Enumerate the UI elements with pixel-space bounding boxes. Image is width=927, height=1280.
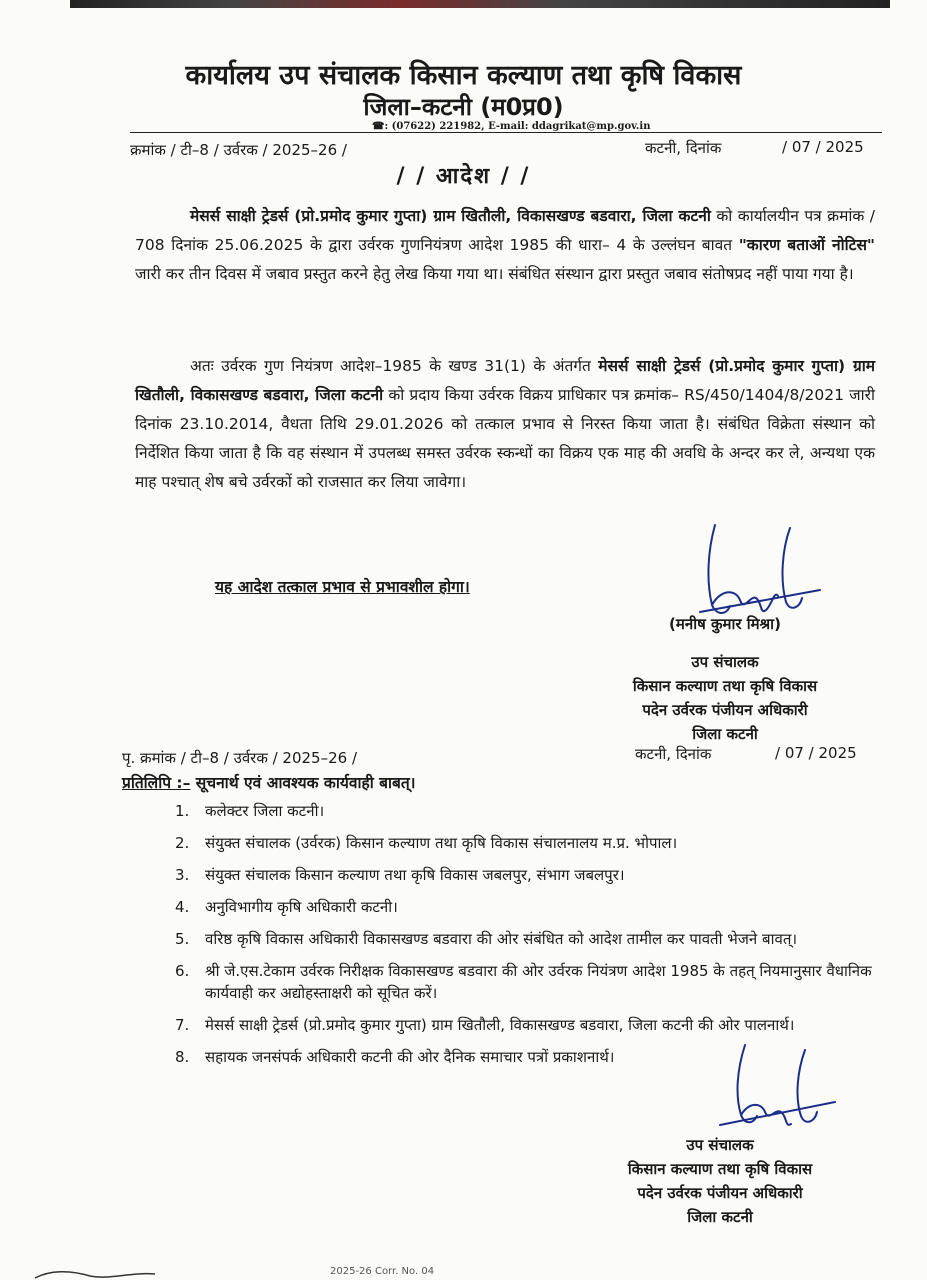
copy-heading-label: प्रतिलिपि :– [122, 774, 191, 792]
para2-text-b: को प्रदाय किया उर्वरक विक्रय प्राधिकार पत्र क्रमांक– RS/450/1404/8/2021 जारी दिनांक 23.10.2014, वैधता तिथि 29.01.2026 को तत्काल प्रभाव से निरस्त किया जाता है। संबंधित विक्रेता संस्थान को निर्देशित किया जाता है कि वह संस्थान में उपलब्ध समस्त उर्वरक स्कन्धों का विक्रय एक माह की अवधि के अन्दर कर ले, अन्यथा एक माह पश्चात् शेष बचे उर्वरकों को राजसात कर लिया जावेगा। [135, 386, 875, 491]
item-number: 8. [175, 1048, 190, 1066]
item-text: वरिष्ठ कृषि विकास अधिकारी विकासखण्ड बडवारा की ओर संबंधित को आदेश तामील कर पावती भेजने बावत्। [205, 930, 798, 948]
para2-text-a: अतः उर्वरक गुण नियंत्रण आदेश–1985 के खण्ड 31(1) के अंतर्गत [190, 357, 599, 375]
bottom-scribble [30, 1268, 160, 1280]
item-text: कलेक्टर जिला कटनी। [205, 802, 325, 820]
district-heading: जिला–कटनी (म0प्र0) [363, 93, 564, 121]
item-text: श्री जे.एस.टेकाम उर्वरक निरीक्षक विकासखण्ड बडवारा की ओर उर्वरक नियंत्रण आदेश 1985 के तहत् नियमानुसार वैधानिक कार्यवाही कर अद्योहस्ताक्षरी को सूचित करें। [205, 962, 872, 1002]
item-text: अनुविभागीय कृषि अधिकारी कटनी। [205, 898, 398, 916]
signatory-department: किसान कल्याण तथा कृषि विकास [632, 677, 818, 695]
item-number: 3. [175, 866, 190, 884]
item-number: 1. [175, 802, 190, 820]
signatory2-block [575, 1133, 865, 1229]
order-paragraph-1 [135, 202, 875, 289]
firm-name-bold-2: मेसर्स साक्षी ट्रेडर्स (प्रो.प्रमोद कुमार गुप्ता) ग्राम खितौली, विकासखण्ड बडवारा, जिला कटनी [135, 357, 875, 404]
ref-date-value: / 07 / 2025 [782, 138, 864, 156]
item-number: 7. [175, 1016, 190, 1034]
copy-ref-place-date: कटनी, दिनांक [635, 745, 712, 763]
item-number: 4. [175, 898, 190, 916]
copy-ref-number: पृ. क्रमांक / टी–8 / उर्वरक / 2025–26 / [122, 749, 358, 767]
copy-heading-text: सूचनार्थ एवं आवश्यक कार्यवाही बाबत्। [190, 774, 416, 792]
signatory-designation: उप संचालक [691, 653, 759, 671]
signatory-role: पदेन उर्वरक पंजीयन अधिकारी [642, 701, 808, 719]
firm-name-bold: मेसर्स साक्षी ट्रेडर्स (प्रो.प्रमोद कुमार गुप्ता) ग्राम खितौली, विकासखण्ड बडवारा, जिला कटनी [190, 207, 711, 225]
signatory2-department: किसान कल्याण तथा कृषि विकास [627, 1160, 813, 1178]
copy-list-item [175, 896, 875, 918]
para1-text-b: जारी कर तीन दिवस में जबाव प्रस्तुत करने हेतु लेख किया गया था। संबंधित संस्थान द्वारा प्रस्तुत जबाव संतोषप्रद नहीं पाया गया है। [135, 265, 854, 283]
item-number: 5. [175, 930, 190, 948]
copy-list-item [175, 928, 875, 950]
item-number: 6. [175, 962, 190, 980]
copy-list-item [175, 800, 875, 822]
signatory2-designation: उप संचालक [686, 1136, 754, 1154]
copy-list [175, 800, 875, 1078]
signature-2 [715, 1040, 845, 1140]
copy-list-item [175, 832, 875, 854]
contact-line: ☎: (07622) 221982, E-mail: ddagrikat@mp.gov.in [372, 121, 651, 132]
para1-text-a: को कार्यालयीन पत्र क्रमांक / 708 दिनांक 25.06.2025 के द्वारा उर्वरक गुणनियंत्रण आदेश 1985 की धारा– 4 के उल्लंघन बावत [135, 207, 875, 254]
signatory-name: (मनीष कुमार मिश्रा) [669, 615, 781, 633]
item-text: संयुक्त संचालक किसान कल्याण तथा कृषि विकास जबलपुर, संभाग जबलपुर। [205, 866, 625, 884]
show-cause-notice: "कारण बताओं नोटिस" [738, 236, 875, 254]
item-text: संयुक्त संचालक (उर्वरक) किसान कल्याण तथा कृषि विकास संचालनालय म.प्र. भोपाल। [205, 834, 678, 852]
copy-list-item [175, 864, 875, 886]
copy-heading [122, 771, 416, 793]
office-heading: कार्यालय उप संचालक किसान कल्याण तथा कृषि विकास [185, 60, 742, 91]
signatory-block [560, 650, 890, 746]
effective-note: यह आदेश तत्काल प्रभाव से प्रभावशील होगा। [215, 578, 470, 596]
ref-number: क्रमांक / टी–8 / उर्वरक / 2025–26 / [130, 141, 347, 159]
header-rule [130, 132, 882, 133]
signatory2-role: पदेन उर्वरक पंजीयन अधिकारी [637, 1184, 803, 1202]
footer-text: 2025-26 Corr. No. 04 [330, 1266, 435, 1277]
signatory2-district: जिला कटनी [687, 1208, 753, 1226]
item-text: मेसर्स साक्षी ट्रेडर्स (प्रो.प्रमोद कुमार गुप्ता) ग्राम खितौली, विकासखण्ड बडवारा, जिला कटनी की ओर पालनार्थ। [205, 1016, 795, 1034]
item-number: 2. [175, 834, 190, 852]
signatory-district: जिला कटनी [692, 725, 758, 743]
ref-place-date: कटनी, दिनांक [645, 139, 722, 157]
item-text: सहायक जनसंपर्क अधिकारी कटनी की ओर दैनिक समाचार पत्रों प्रकाशनार्थ। [205, 1048, 615, 1066]
copy-ref-date-value: / 07 / 2025 [775, 744, 857, 762]
copy-list-item [175, 960, 875, 1004]
copy-list-item [175, 1014, 875, 1036]
order-title: / / आदेश / / [396, 164, 531, 189]
top-edge-stripe [70, 0, 890, 8]
order-paragraph-2 [135, 352, 875, 497]
